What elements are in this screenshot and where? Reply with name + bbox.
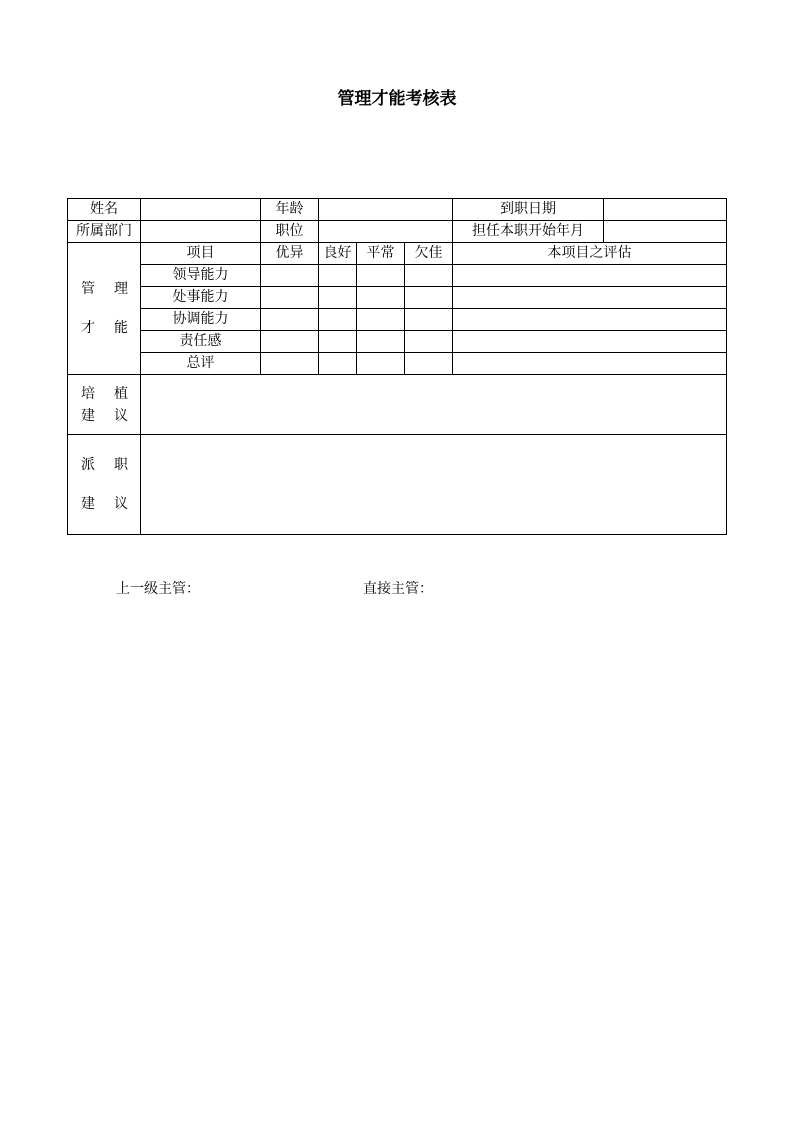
rating-cell[interactable]	[357, 331, 405, 353]
evaluation-cell[interactable]	[453, 265, 727, 287]
assessment-table	[67, 198, 727, 535]
name-field[interactable]	[141, 199, 261, 221]
table-row	[68, 309, 727, 331]
cultivation-char-2: 植	[114, 385, 128, 402]
table-row	[68, 331, 727, 353]
mgmt-char-3: 才	[81, 320, 95, 336]
cultivation-row	[68, 375, 727, 435]
header-row-1	[68, 199, 727, 221]
assignment-label	[68, 435, 141, 535]
rating-cell[interactable]	[405, 287, 453, 309]
rating-cell[interactable]	[319, 287, 357, 309]
direct-supervisor-label: 直接主管：	[363, 581, 433, 597]
assignment-field[interactable]	[141, 435, 727, 535]
header-row-2	[68, 221, 727, 243]
item-responsibility: 责任感	[141, 331, 261, 353]
item-coordination: 协调能力	[141, 309, 261, 331]
rating-cell[interactable]	[405, 265, 453, 287]
col-poor-header: 欠佳	[405, 243, 453, 265]
col-item-header: 项目	[141, 243, 261, 265]
col-excellent-header: 优异	[261, 243, 319, 265]
rating-cell[interactable]	[261, 265, 319, 287]
assignment-char-1: 派	[81, 457, 95, 473]
cultivation-label	[68, 375, 141, 435]
mgmt-char-2: 理	[114, 281, 128, 297]
assignment-char-3: 建	[81, 496, 95, 512]
age-field[interactable]	[319, 199, 453, 221]
col-evaluation-header: 本项目之评估	[453, 243, 727, 265]
evaluation-cell[interactable]	[453, 309, 727, 331]
rating-cell[interactable]	[357, 265, 405, 287]
evaluation-cell[interactable]	[453, 331, 727, 353]
position-label: 职位	[261, 221, 319, 243]
rating-cell[interactable]	[357, 309, 405, 331]
table-row	[68, 287, 727, 309]
rating-cell[interactable]	[319, 309, 357, 331]
item-overall: 总评	[141, 353, 261, 375]
rating-cell[interactable]	[405, 353, 453, 375]
page-title: 管理才能考核表	[337, 89, 457, 109]
table-row	[68, 353, 727, 375]
rating-cell[interactable]	[357, 353, 405, 375]
cultivation-field[interactable]	[141, 375, 727, 435]
mgmt-char-1: 管	[81, 281, 95, 297]
rating-cell[interactable]	[319, 353, 357, 375]
rating-cell[interactable]	[261, 353, 319, 375]
start-date-field[interactable]	[604, 221, 727, 243]
cultivation-char-1: 培	[81, 385, 95, 402]
item-handling: 处事能力	[141, 287, 261, 309]
evaluation-cell[interactable]	[453, 287, 727, 309]
position-field[interactable]	[319, 221, 453, 243]
rating-cell[interactable]	[319, 265, 357, 287]
cultivation-char-4: 议	[114, 407, 128, 424]
dept-field[interactable]	[141, 221, 261, 243]
rating-cell[interactable]	[357, 287, 405, 309]
mgmt-char-4: 能	[114, 320, 128, 336]
rating-cell[interactable]	[261, 331, 319, 353]
rating-cell[interactable]	[405, 309, 453, 331]
mgmt-column-header-row	[68, 243, 727, 265]
mgmt-section-label	[68, 243, 141, 375]
join-date-field[interactable]	[604, 199, 727, 221]
join-date-label: 到职日期	[453, 199, 604, 221]
col-average-header: 平常	[357, 243, 405, 265]
upper-supervisor-label: 上一级主管：	[116, 581, 200, 597]
assignment-char-4: 议	[114, 496, 128, 512]
rating-cell[interactable]	[319, 331, 357, 353]
name-label: 姓名	[68, 199, 141, 221]
start-date-label: 担任本职开始年月	[453, 221, 604, 243]
rating-cell[interactable]	[261, 309, 319, 331]
evaluation-cell[interactable]	[453, 353, 727, 375]
assignment-char-2: 职	[114, 457, 128, 473]
cultivation-char-3: 建	[81, 407, 95, 424]
rating-cell[interactable]	[261, 287, 319, 309]
item-leadership: 领导能力	[141, 265, 261, 287]
table-row	[68, 265, 727, 287]
rating-cell[interactable]	[405, 331, 453, 353]
age-label: 年龄	[261, 199, 319, 221]
col-good-header: 良好	[319, 243, 357, 265]
assignment-row	[68, 435, 727, 535]
dept-label: 所属部门	[68, 221, 141, 243]
